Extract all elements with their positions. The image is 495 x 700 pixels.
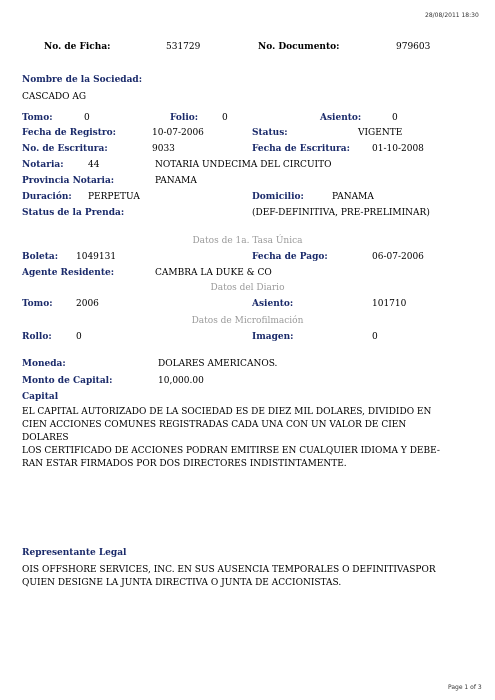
rollo-value: 0 [76,332,82,342]
fecha-escritura-label: Fecha de Escritura: [252,144,350,154]
boleta-label: Boleta: [22,252,59,262]
status-label: Status: [252,128,288,138]
representante-line-1: OIS OFFSHORE SERVICES, INC. EN SUS AUSENCIA TEMPORALES O DEFINITIVASPOR [22,565,436,575]
monto-label: Monto de Capital: [22,376,113,386]
no-escritura-value: 9033 [152,144,175,154]
representante-text [22,564,462,590]
documento-value: 979603 [396,42,431,52]
agente-label: Agente Residente: [22,268,115,278]
sociedad-label: Nombre de la Sociedad: [22,75,143,85]
tomo-label: Tomo: [22,113,53,123]
domicilio-label: Domicilio: [252,192,304,202]
capital-line-2: CIEN ACCIONES COMUNES REGISTRADAS CADA UNA CON UN VALOR DE CIEN [22,420,407,430]
imagen-label: Imagen: [252,332,294,342]
fecha-pago-value: 06-07-2006 [372,252,424,262]
duracion-value: PERPETUA [88,192,140,202]
notaria-value: NOTARIA UNDECIMA DEL CIRCUITO [155,160,332,170]
agente-value: CAMBRA LA DUKE & CO [155,268,272,278]
notaria-number: 44 [88,160,100,170]
status-value: VIGENTE [358,128,403,138]
moneda-value: DOLARES AMERICANOS. [158,359,278,369]
folio-value: 0 [222,113,228,123]
diario-tomo-label: Tomo: [22,299,53,309]
prenda-label: Status de la Prenda: [22,208,125,218]
boleta-value: 1049131 [76,252,117,262]
print-timestamp: 28/08/2011 18:30 [425,12,479,19]
capital-line-4: LOS CERTIFICADO DE ACCIONES PODRAN EMITIRSE EN CUALQUIER IDIOMA Y DEBE- [22,446,440,456]
tasa-section-title: Datos de 1a. Tasa Única [192,236,303,246]
moneda-label: Moneda: [22,359,66,369]
monto-value: 10,000.00 [158,376,204,386]
capital-label: Capital [22,392,59,402]
fecha-registro-label: Fecha de Registro: [22,128,116,138]
diario-asiento-label: Asiento: [252,299,294,309]
rollo-label: Rollo: [22,332,52,342]
sociedad-value: CASCADO AG [22,92,87,102]
diario-asiento-value: 101710 [372,299,407,309]
capital-line-1: EL CAPITAL AUTORIZADO DE LA SOCIEDAD ES DE DIEZ MIL DOLARES, DIVIDIDO EN [22,407,432,417]
capital-line-5: RAN ESTAR FIRMADOS POR DOS DIRECTORES INDISTINTAMENTE. [22,459,347,469]
capital-text [22,406,462,471]
notaria-label: Notaria: [22,160,64,170]
ficha-value: 531729 [166,42,201,52]
micro-section-title: Datos de Microfilmación [191,316,304,326]
page-number: Page 1 of 3 [448,684,482,691]
ficha-label: No. de Ficha: [44,42,111,52]
no-escritura-label: No. de Escritura: [22,144,108,154]
imagen-value: 0 [372,332,378,342]
capital-line-3: DOLARES [22,433,69,443]
provincia-label: Provincia Notaria: [22,176,115,186]
domicilio-value: PANAMA [332,192,374,202]
duracion-label: Duración: [22,192,72,202]
fecha-escritura-value: 01-10-2008 [372,144,424,154]
representante-label: Representante Legal [22,548,127,558]
tomo-value: 0 [84,113,90,123]
folio-label: Folio: [170,113,199,123]
documento-label: No. Documento: [258,42,340,52]
prenda-value: (DEF-DEFINITIVA, PRE-PRELIMINAR) [252,208,430,218]
diario-tomo-value: 2006 [76,299,99,309]
asiento-label: Asiento: [320,113,362,123]
diario-section-title: Datos del Diario [210,283,285,293]
fecha-registro-value: 10-07-2006 [152,128,204,138]
representante-line-2: QUIEN DESIGNE LA JUNTA DIRECTIVA O JUNTA DE ACCIONISTAS. [22,578,342,588]
provincia-value: PANAMA [155,176,197,186]
fecha-pago-label: Fecha de Pago: [252,252,328,262]
asiento-value: 0 [392,113,398,123]
